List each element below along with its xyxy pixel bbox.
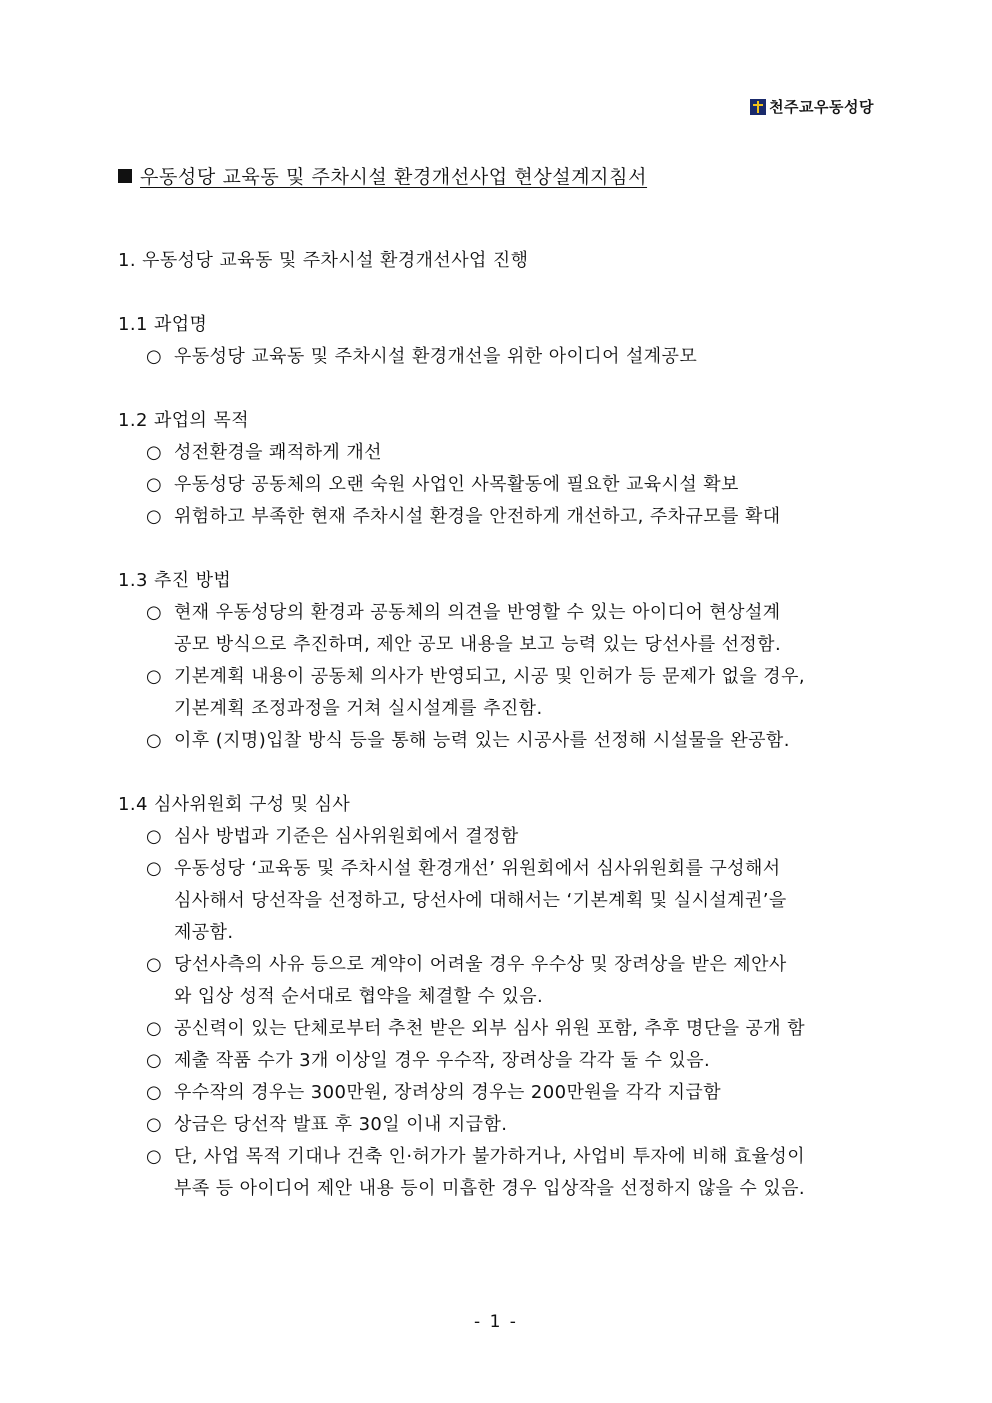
bullet-mark: ○ (146, 954, 163, 975)
list-item-text: 이후 (지명)입찰 방식 등을 통해 능력 있는 시공사를 선정해 시설물을 완공함. (174, 730, 790, 751)
bullet-mark: ○ (146, 1146, 163, 1167)
logo-text: 천주교우동성당 (769, 98, 874, 116)
document-title (118, 162, 647, 189)
list-item-text: 위험하고 부족한 현재 주차시설 환경을 안전하게 개선하고, 주차규모를 확대 (174, 506, 781, 527)
list-item-text: 현재 우동성당의 환경과 공동체의 의견을 반영할 수 있는 아이디어 현상설계 (174, 602, 781, 623)
subsection-heading: 1.3 추진 방법 (118, 570, 232, 591)
church-logo (750, 96, 874, 117)
subsection-heading: 1.2 과업의 목적 (118, 410, 250, 431)
list-item (146, 954, 787, 976)
list-item-text: 기본계획 내용이 공동체 의사가 반영되고, 시공 및 인허가 등 문제가 없을 경우, (174, 666, 806, 687)
list-item-text: 성전환경을 쾌적하게 개선 (174, 442, 382, 463)
list-item-text: 제출 작품 수가 3개 이상일 경우 우수작, 장려상을 각각 둘 수 있음. (174, 1050, 711, 1071)
list-item-text: 우동성당 ‘교육동 및 주차시설 환경개선’ 위원회에서 심사위원회를 구성해서 (174, 858, 781, 879)
document-title-text: 우동성당 교육동 및 주차시설 환경개선사업 현상설계지침서 (140, 166, 648, 188)
list-item (146, 666, 805, 688)
list-item (146, 346, 697, 368)
bullet-mark: ○ (146, 346, 163, 367)
list-item (146, 1018, 805, 1040)
list-item-text: 단, 사업 목적 기대나 건축 인·허가가 불가하거나, 사업비 투자에 비해 효율성이 (174, 1146, 806, 1167)
list-item-continuation: 공모 방식으로 추진하며, 제안 공모 내용을 보고 능력 있는 당선사를 선정함. (174, 634, 782, 655)
list-item-continuation: 와 입상 성적 순서대로 협약을 체결할 수 있음. (174, 986, 544, 1007)
list-item-continuation: 제공함. (174, 922, 234, 943)
list-item (146, 858, 781, 880)
bullet-mark: ○ (146, 826, 163, 847)
list-item (146, 602, 781, 624)
list-item-text: 당선사측의 사유 등으로 계약이 어려울 경우 우수상 및 장려상을 받은 제안사 (174, 954, 787, 975)
bullet-mark: ○ (146, 602, 163, 623)
list-item-text: 상금은 당선작 발표 후 30일 이내 지급함. (174, 1114, 508, 1135)
list-item-text: 우동성당 공동체의 오랜 숙원 사업인 사목활동에 필요한 교육시설 확보 (174, 474, 739, 495)
list-item (146, 1050, 710, 1072)
bullet-mark: ○ (146, 442, 163, 463)
list-item (146, 474, 739, 496)
list-item (146, 1114, 507, 1136)
bullet-mark: ○ (146, 1050, 163, 1071)
list-item-text: 공신력이 있는 단체로부터 추천 받은 외부 심사 위원 포함, 추후 명단을 공개 함 (174, 1018, 806, 1039)
list-item-text: 우동성당 교육동 및 주차시설 환경개선을 위한 아이디어 설계공모 (174, 346, 698, 367)
list-item (146, 826, 519, 848)
bullet-mark: ○ (146, 730, 163, 751)
bullet-mark: ○ (146, 1082, 163, 1103)
bullet-mark: ○ (146, 858, 163, 879)
bullet-mark: ○ (146, 1114, 163, 1135)
list-item (146, 442, 382, 464)
list-item-continuation: 심사해서 당선작을 선정하고, 당선사에 대해서는 ‘기본계획 및 실시설계권’을 (174, 890, 787, 911)
bullet-mark: ○ (146, 666, 163, 687)
cross-icon (750, 99, 766, 115)
subsection-heading: 1.1 과업명 (118, 314, 208, 335)
list-item-text: 우수작의 경우는 300만원, 장려상의 경우는 200만원을 각각 지급함 (174, 1082, 721, 1103)
bullet-mark: ○ (146, 474, 163, 495)
bullet-mark: ○ (146, 1018, 163, 1039)
list-item-text: 심사 방법과 기준은 심사위원회에서 결정함 (174, 826, 519, 847)
list-item (146, 1146, 805, 1168)
black-square-icon (118, 169, 132, 183)
list-item (146, 730, 790, 752)
bullet-mark: ○ (146, 506, 163, 527)
section-heading: 1. 우동성당 교육동 및 주차시설 환경개선사업 진행 (118, 250, 529, 271)
list-item-continuation: 기본계획 조정과정을 거쳐 실시설계를 추진함. (174, 698, 543, 719)
page-number: - 1 - (474, 1312, 518, 1332)
list-item-continuation: 부족 등 아이디어 제안 내용 등이 미흡한 경우 입상작을 선정하지 않을 수 있음. (174, 1178, 806, 1199)
list-item (146, 1082, 721, 1104)
list-item (146, 506, 781, 528)
subsection-heading: 1.4 심사위원회 구성 및 심사 (118, 794, 351, 815)
